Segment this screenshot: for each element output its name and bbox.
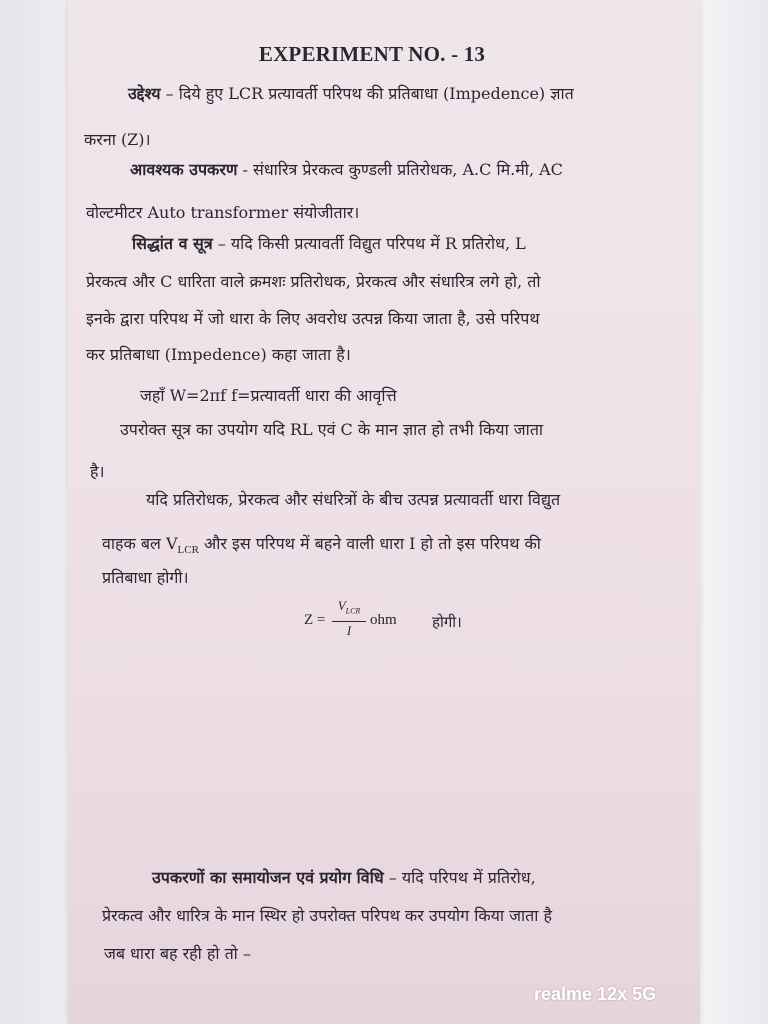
fraction-bar [332, 621, 366, 622]
statement-line-2 [102, 534, 541, 560]
procedure-line-3: जब धारा बह रही हो तो – [104, 944, 251, 963]
procedure-line-2: प्रेरकत्व और धारित्र के मान स्थिर हो उपरोक्त परिपथ कर उपयोग किया जाता है [102, 906, 553, 925]
theory-text-1: – यदि किसी प्रत्यावर्ती विद्युत परिपथ में R प्रतिरोध, L [212, 234, 526, 253]
where-line: जहाँ W=2πf f=प्रत्यावर्ती धारा की आवृत्ति [140, 386, 397, 405]
objective-text-1: – दिये हुए LCR प्रत्यावर्ती परिपथ की प्रतिबाधा (Impedence) ज्ञात [160, 84, 574, 103]
statement-line-1: यदि प्रतिरोधक, प्रेरकत्व और संधरित्रों के बीच उत्पन्न प्रत्यावर्ती धारा विद्युत [146, 490, 561, 509]
theory-line-1 [132, 234, 526, 254]
objective-label: उद्देश्य [128, 84, 161, 103]
usage-line-1: उपरोक्त सूत्र का उपयोग यदि RL एवं C के मान ज्ञात हो तभी किया जाता [120, 420, 544, 439]
formula-tail: होगी। [432, 613, 462, 631]
formula-numerator-subscript: LCR [345, 606, 361, 616]
formula-lhs: Z = [304, 612, 326, 628]
apparatus-line-1 [130, 160, 563, 180]
apparatus-label: आवश्यक उपकरण [130, 160, 238, 179]
camera-watermark: realme 12x 5G [534, 984, 657, 1004]
statement-text-2a: वाहक बल V [102, 534, 178, 553]
formula-numerator-symbol: V [337, 598, 346, 613]
apparatus-text-1: - संधारित्र प्रेरकत्व कुण्डली प्रतिरोधक, A.C मि.मी, AC [237, 160, 563, 179]
formula-unit: ohm [370, 612, 397, 628]
statement-subscript: LCR [177, 544, 199, 557]
document-page [68, 0, 700, 1024]
theory-line-3: इनके द्वारा परिपथ में जो धारा के लिए अवरोध उत्पन्न किया जाता है, उसे परिपथ [86, 309, 540, 328]
theory-line-4: कर प्रतिबाधा (Impedence) कहा जाता है। [86, 345, 351, 364]
usage-line-2: है। [90, 462, 105, 481]
formula-fraction [332, 598, 366, 639]
objective-line-1 [128, 84, 574, 104]
formula-denominator: I [346, 622, 352, 638]
formula-numerator [332, 598, 366, 620]
background-right [698, 0, 768, 1024]
procedure-text-1: – यदि परिपथ में प्रतिरोध, [383, 868, 536, 887]
theory-line-2: प्रेरकत्व और C धारिता वाले क्रमशः प्रतिरोधक, प्रेरकत्व और संधारित्र लगे हो, तो [86, 272, 541, 291]
page-title: EXPERIMENT NO. - 13 [258, 42, 486, 66]
procedure-label: उपकरणों का समायोजन एवं प्रयोग विधि [152, 868, 384, 887]
apparatus-line-2: वोल्टमीटर Auto transformer संयोजीतार। [86, 203, 360, 222]
statement-text-2b: और इस परिपथ में बहने वाली धारा I हो तो इस परिपथ की [198, 534, 541, 553]
background-left [0, 0, 70, 1024]
procedure-line-1 [152, 868, 536, 888]
theory-label: सिद्धांत व सूत्र [132, 234, 213, 253]
objective-line-2: करना (Z)। [84, 130, 151, 149]
statement-line-3: प्रतिबाधा होगी। [102, 568, 189, 587]
